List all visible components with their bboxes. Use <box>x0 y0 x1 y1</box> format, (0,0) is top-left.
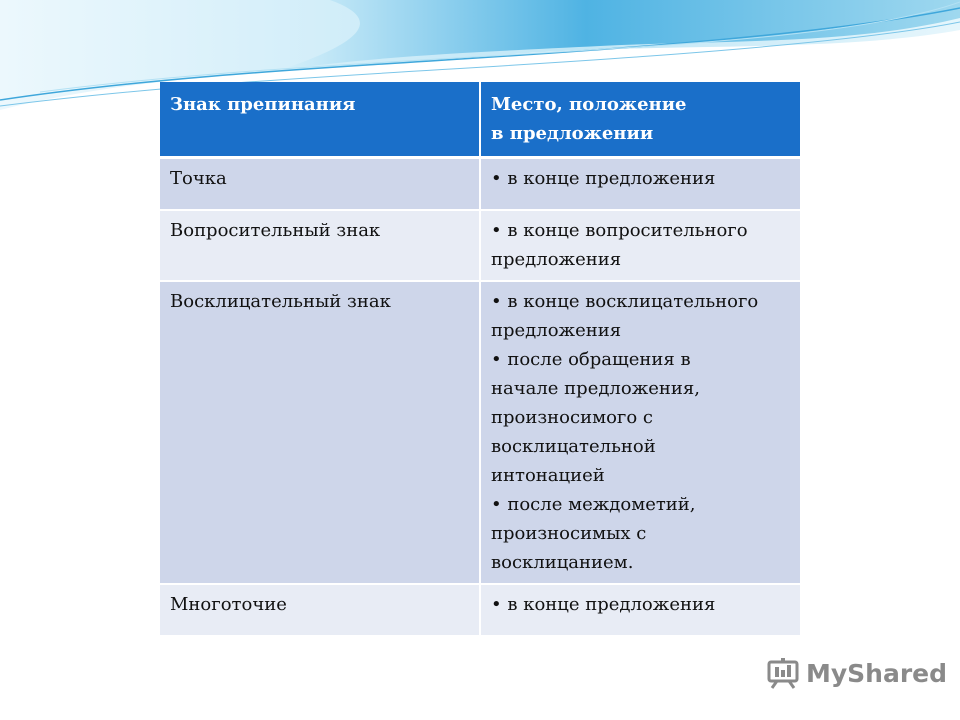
cell-sign: Восклицательный знак <box>160 281 480 584</box>
place-line: • в конце предложения <box>491 594 716 615</box>
cell-sign: Точка <box>160 158 480 211</box>
header-place-line: Место, положение <box>491 94 687 115</box>
place-line: предложения <box>491 320 622 341</box>
table-row <box>160 584 800 636</box>
place-line: • в конце восклицательного <box>491 291 759 312</box>
place-line: восклицательной <box>491 436 656 457</box>
place-line: восклицанием. <box>491 552 634 573</box>
place-line: начале предложения, <box>491 378 700 399</box>
table-row <box>160 210 800 281</box>
logo-text: MyShared <box>806 658 948 688</box>
place-line: • в конце вопросительного <box>491 220 748 241</box>
place-line: произносимого с <box>491 407 653 428</box>
punctuation-table <box>160 82 800 637</box>
cell-place <box>480 584 800 636</box>
punctuation-table-container <box>160 82 800 637</box>
place-line: • после обращения в <box>491 349 691 370</box>
place-line: произносимых с <box>491 523 647 544</box>
presentation-board-icon <box>766 656 800 690</box>
cell-place <box>480 158 800 211</box>
place-line: • после междометий, <box>491 494 696 515</box>
myshared-logo[interactable] <box>766 653 947 693</box>
header-sign: Знак препинания <box>160 82 480 158</box>
place-line: предложения <box>491 249 622 270</box>
table-row <box>160 281 800 584</box>
cell-sign: Многоточие <box>160 584 480 636</box>
header-place-line: в предложении <box>491 123 654 144</box>
table-row <box>160 158 800 211</box>
place-line: интонацией <box>491 465 605 486</box>
cell-place <box>480 210 800 281</box>
table-header-row <box>160 82 800 158</box>
header-place <box>480 82 800 158</box>
cell-place <box>480 281 800 584</box>
cell-sign: Вопросительный знак <box>160 210 480 281</box>
place-line: • в конце предложения <box>491 168 716 189</box>
